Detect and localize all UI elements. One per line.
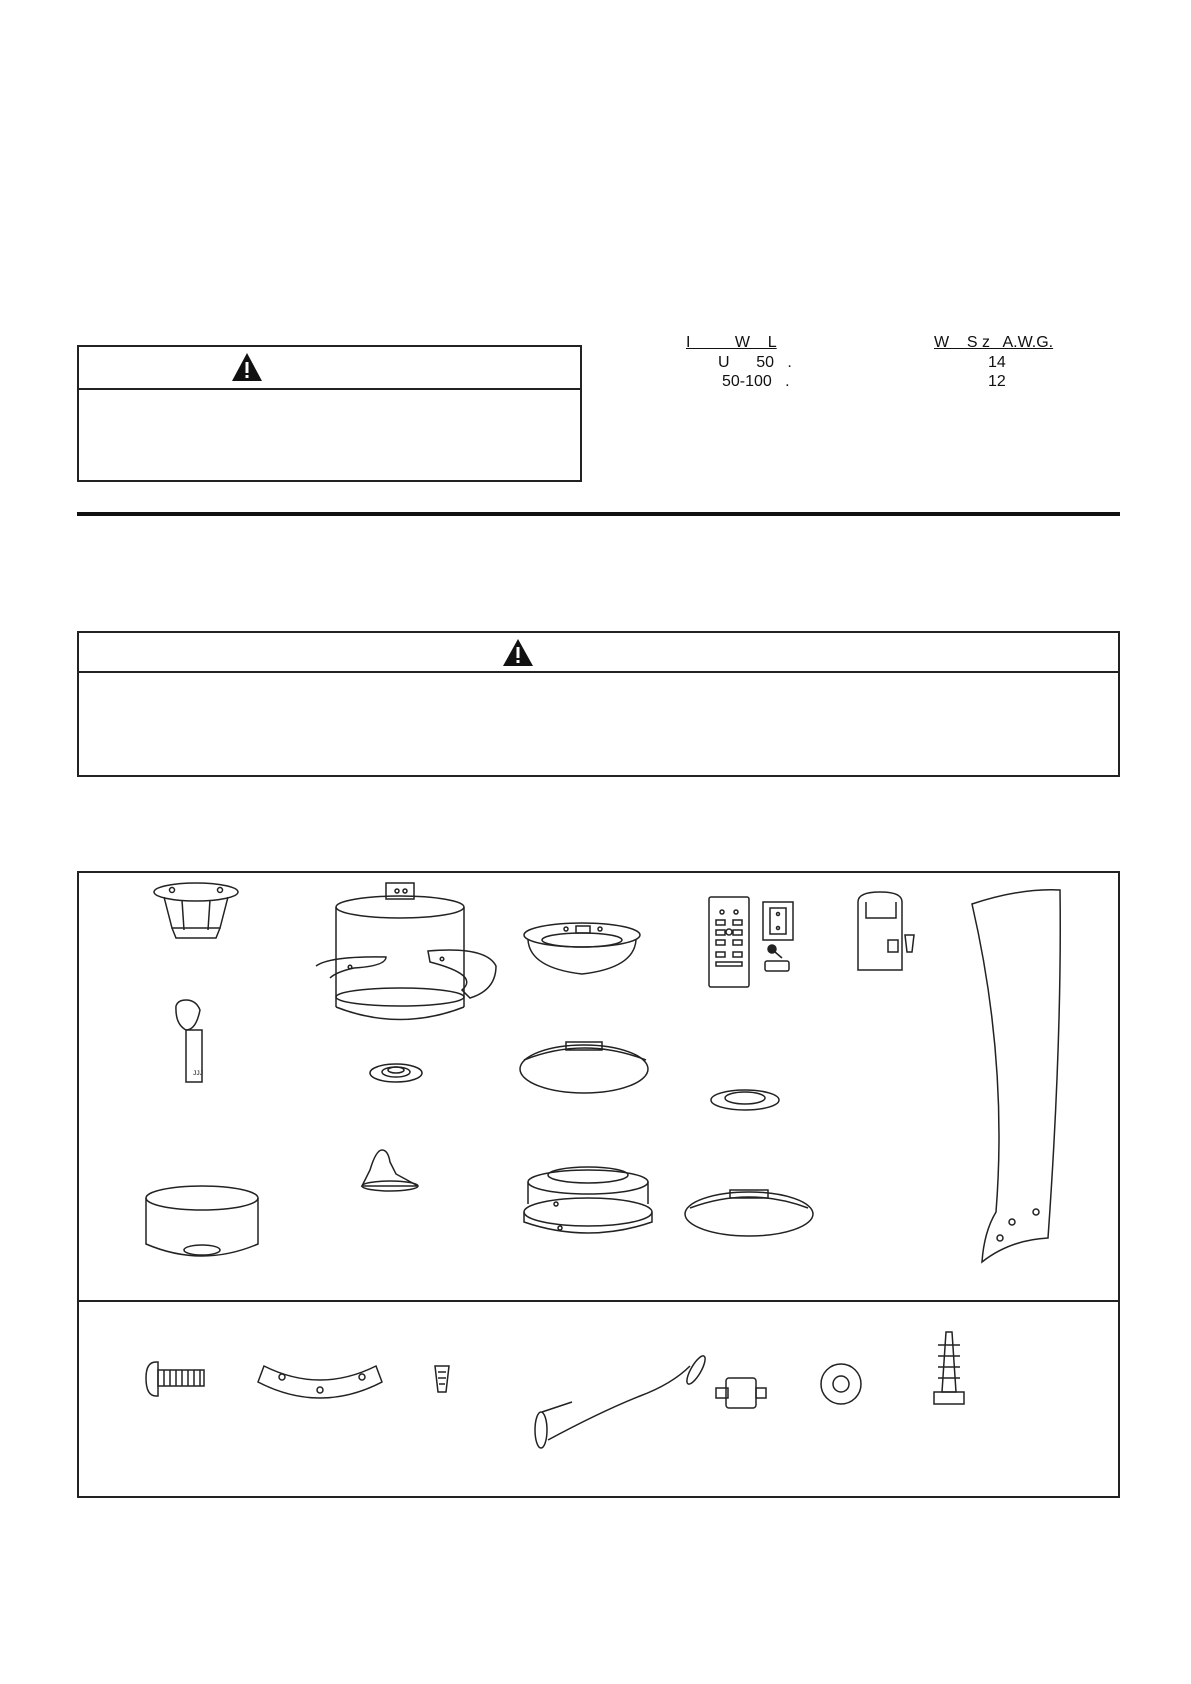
wire-length-row-2: 50-100 . bbox=[722, 373, 790, 390]
battery-icon bbox=[765, 961, 789, 971]
wood-screw-icon bbox=[934, 1332, 964, 1404]
washer-icon bbox=[821, 1364, 861, 1404]
cable-clip-icon bbox=[716, 1378, 766, 1408]
downrod-icon bbox=[176, 1000, 203, 1082]
wire-gauge-header: W S z A.W.G. bbox=[934, 334, 1054, 351]
remote-control-icon bbox=[709, 897, 749, 987]
svg-text:ᴊᴊᴊ: ᴊᴊᴊ bbox=[193, 1068, 204, 1077]
coupling-cover-icon bbox=[362, 1150, 418, 1191]
wire-length-row-1: U 50 . bbox=[718, 354, 792, 371]
wire-length-header: I W L bbox=[686, 334, 777, 351]
fan-blade-icon bbox=[972, 890, 1060, 1262]
wire-gauge-row-2: 12 bbox=[988, 373, 1006, 390]
small-trim-ring-icon bbox=[370, 1064, 422, 1082]
switch-housing-icon bbox=[524, 1167, 652, 1233]
blade-bracket-icon bbox=[258, 1366, 382, 1398]
escutcheon-icon bbox=[711, 1090, 779, 1110]
receiver-icon bbox=[858, 892, 902, 970]
wire-nut-icon bbox=[905, 935, 914, 952]
wire-gauge-row-1: 14 bbox=[988, 354, 1006, 371]
light-kit-icon bbox=[524, 923, 640, 974]
mounting-bracket-icon bbox=[154, 883, 238, 938]
motor-housing-icon bbox=[316, 883, 496, 1020]
remote-holder-icon bbox=[763, 902, 793, 940]
glass-shade-icon bbox=[685, 1190, 813, 1236]
blade-screw-icon bbox=[146, 1362, 204, 1396]
wire-connector-icon bbox=[435, 1366, 449, 1392]
remote-screw-icon bbox=[768, 945, 782, 958]
safety-cable-icon bbox=[535, 1354, 708, 1448]
flat-glass-shade-icon bbox=[520, 1042, 648, 1093]
canopy-icon bbox=[146, 1186, 258, 1256]
